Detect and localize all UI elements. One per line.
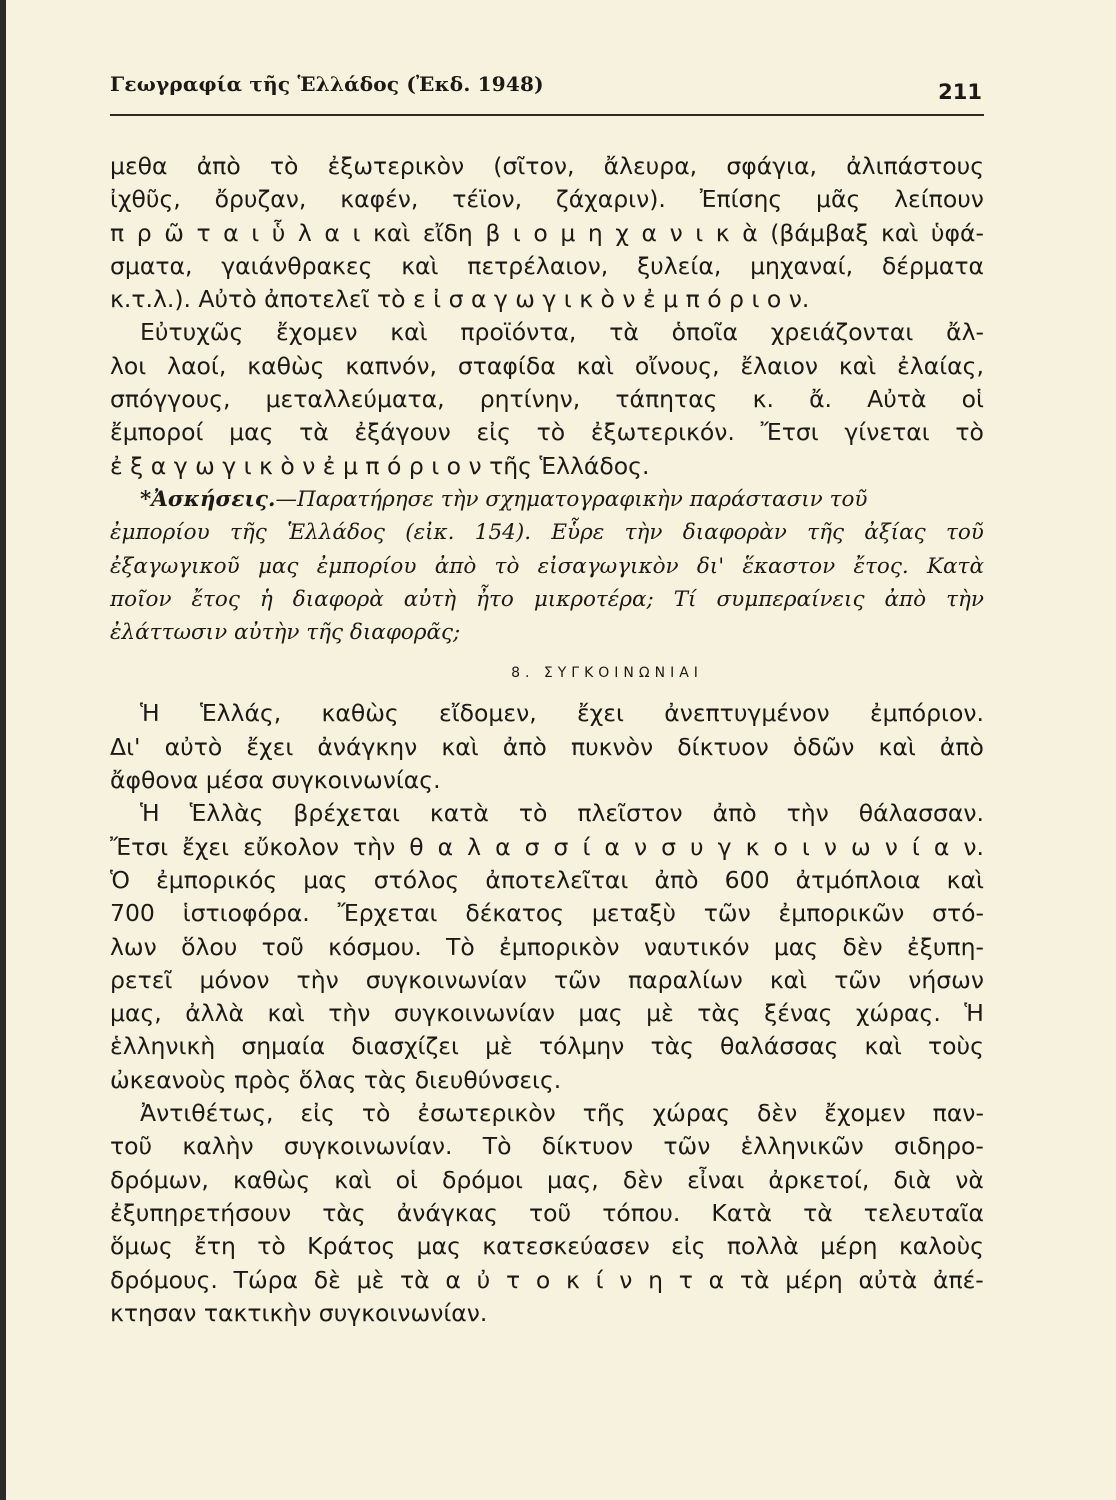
- exercise-line: ἐξαγωγικοῦ μας ἐμπορίου ἀπὸ τὸ εἰσαγωγικὸν δι' ἕκαστον ἔτος. Κατὰ: [110, 553, 984, 579]
- paragraph-exports: [110, 316, 984, 482]
- text-line: ὠκεανοὺς πρὸς ὅλας τὰς διευθύνσεις.: [110, 1065, 562, 1094]
- text-line: Ἡ Ἑλλάς, καθὼς εἴδομεν, ἔχει ἀνεπτυγμένον ἐμπόριον.: [140, 699, 984, 728]
- text-line: ἔμποροί μας τὰ ἐξάγουν εἰς τὸ ἐξωτερικόν. Ἔτσι γίνεται τὸ: [110, 418, 984, 447]
- text-line: Ἡ Ἑλλὰς βρέχεται κατὰ τὸ πλεῖστον ἀπὸ τὴν θάλασσαν.: [140, 799, 984, 828]
- exercise-line: ἐλάττωσιν αὐτὴν τῆς διαφορᾶς;: [110, 620, 461, 646]
- page-binding-edge: [0, 0, 6, 1500]
- exercise-line: [110, 483, 984, 516]
- paragraph-trade: [110, 697, 984, 797]
- paragraph-sea-transport: [110, 797, 984, 1097]
- text-line: Ἀντιθέτως, εἰς τὸ ἐσωτερικὸν τῆς χώρας δὲν ἔχομεν παν-: [140, 1099, 984, 1128]
- text-line: κτησαν τακτικὴν συγκοινωνίαν.: [110, 1298, 488, 1327]
- text-line: ὅμως ἔτη τὸ Κράτος μας κατεσκεύασεν εἰς πολλὰ μέρη καλοὺς: [110, 1232, 984, 1261]
- text-line: Ὁ ἐμπορικός μας στόλος ἀποτελεῖται ἀπὸ 600 ἀτμόπλοια καὶ: [110, 865, 984, 894]
- body-text: [110, 150, 984, 1330]
- text-line: Δι' αὐτὸ ἔχει ἀνάγκην καὶ ἀπὸ πυκνὸν δίκτυον ὁδῶν καὶ ἀπὸ: [110, 732, 984, 761]
- text-line: τοῦ καλὴν συγκοινωνίαν. Τὸ δίκτυον τῶν ἑλληνικῶν σιδηρο-: [110, 1132, 984, 1161]
- text-line: ἑλληνικὴ σημαία διασχίζει μὲ τόλμην τὰς θαλάσσας καὶ τοὺς: [110, 1032, 984, 1061]
- text-line: κ.τ.λ.). Αὐτὸ ἀποτελεῖ τὸ ε ἰ σ α γ ω γ ι κ ὸ ν ἐ μ π ό ρ ι ο ν.: [110, 285, 810, 314]
- text-line: ἐ ξ α γ ω γ ι κ ὸ ν ἐ μ π ό ρ ι ο ν τῆς Ἑλλάδος.: [110, 451, 650, 480]
- text-line: Ἔτσι ἔχει εὔκολον τὴν θ α λ α σ σ ί α ν σ υ γ κ ο ι ν ω ν ί α ν.: [110, 832, 984, 861]
- exercise-label: *Ἀσκήσεις.: [140, 486, 276, 512]
- text-line: δρόμων, καθὼς καὶ οἱ δρόμοι μας, δὲν εἶναι ἀρκετοί, διὰ νὰ: [110, 1165, 984, 1194]
- text-line: ἰχθῦς, ὄρυζαν, καφέν, τέϊον, ζάχαριν). Ἐπίσης μᾶς λείπουν: [110, 185, 984, 214]
- text-line: ρετεῖ μόνον τὴν συγκοινωνίαν τῶν παραλίων καὶ τῶν νήσων: [110, 965, 984, 994]
- exercise-line: ποῖον ἔτος ἡ διαφορὰ αὐτὴ ἦτο μικροτέρα; Τί συμπεραίνεις ἀπὸ τὴν: [110, 586, 984, 612]
- paragraph-land-transport: [110, 1097, 984, 1330]
- paragraph-imports: [110, 150, 984, 316]
- text-line: λοι λαοί, καθὼς καπνόν, σταφίδα καὶ οἴνους, ἔλαιον καὶ ἐλαίας,: [110, 351, 984, 380]
- text-line: μεθα ἀπὸ τὸ ἐξωτερικὸν (σῖτον, ἄλευρα, σφάγια, ἀλιπάστους: [110, 152, 984, 180]
- exercise-line: ἐμπορίου τῆς Ἑλλάδος (εἰκ. 154). Εὗρε τὴν διαφορὰν τῆς ἀξίας τοῦ: [110, 520, 984, 546]
- text-line: Εὐτυχῶς ἔχομεν καὶ προϊόντα, τὰ ὁποῖα χρειάζονται ἄλ-: [140, 318, 984, 347]
- text-line: σπόγγους, μεταλλεύματα, ρητίνην, τάπητας κ. ἄ. Αὐτὰ οἱ: [110, 385, 984, 414]
- text-line: ἄφθονα μέσα συγκοινωνίας.: [110, 766, 441, 795]
- text-line: 700 ἱστιοφόρα. Ἔρχεται δέκατος μεταξὺ τῶν ἐμπορικῶν στό-: [110, 899, 984, 928]
- header-rule: [110, 114, 984, 116]
- text-line: λων ὅλου τοῦ κόσμου. Τὸ ἐμπορικὸν ναυτικόν μας δὲν ἐξυπη-: [110, 932, 984, 961]
- exercise-text: —Παρατήρησε τὴν σχηματογραφικὴν παράστασιν τοῦ: [275, 486, 868, 512]
- text-line: π ρ ῶ τ α ι ὗ λ α ι καὶ εἴδη β ι ο μ η χ α ν ι κ ὰ (βάμβαξ καὶ ὑφά-: [110, 218, 984, 247]
- text-line: ἐξυπηρετήσουν τὰς ἀνάγκας τοῦ τόπου. Κατὰ τὰ τελευταῖα: [110, 1198, 984, 1227]
- text-line: μας, ἀλλὰ καὶ τὴν συγκοινωνίαν μας μὲ τὰς ξένας χώρας. Ἡ: [110, 999, 984, 1028]
- running-title: Γεωγραφία τῆς Ἑλλάδος (Ἐκδ. 1948): [110, 72, 544, 96]
- exercises-block: [110, 483, 984, 649]
- page-header: [110, 72, 984, 112]
- text-line: σματα, γαιάνθρακες καὶ πετρέλαιον, ξυλεία, μηχαναί, δέρματα: [110, 251, 984, 280]
- page-number: 211: [938, 80, 982, 104]
- section-heading: 8. ΣΥΓΚΟΙΝΩΝΙΑΙ: [511, 665, 703, 682]
- text-line: δρόμους. Τώρα δὲ μὲ τὰ α ὐ τ ο κ ί ν η τ α τὰ μέρη αὐτὰ ἀπέ-: [110, 1265, 984, 1294]
